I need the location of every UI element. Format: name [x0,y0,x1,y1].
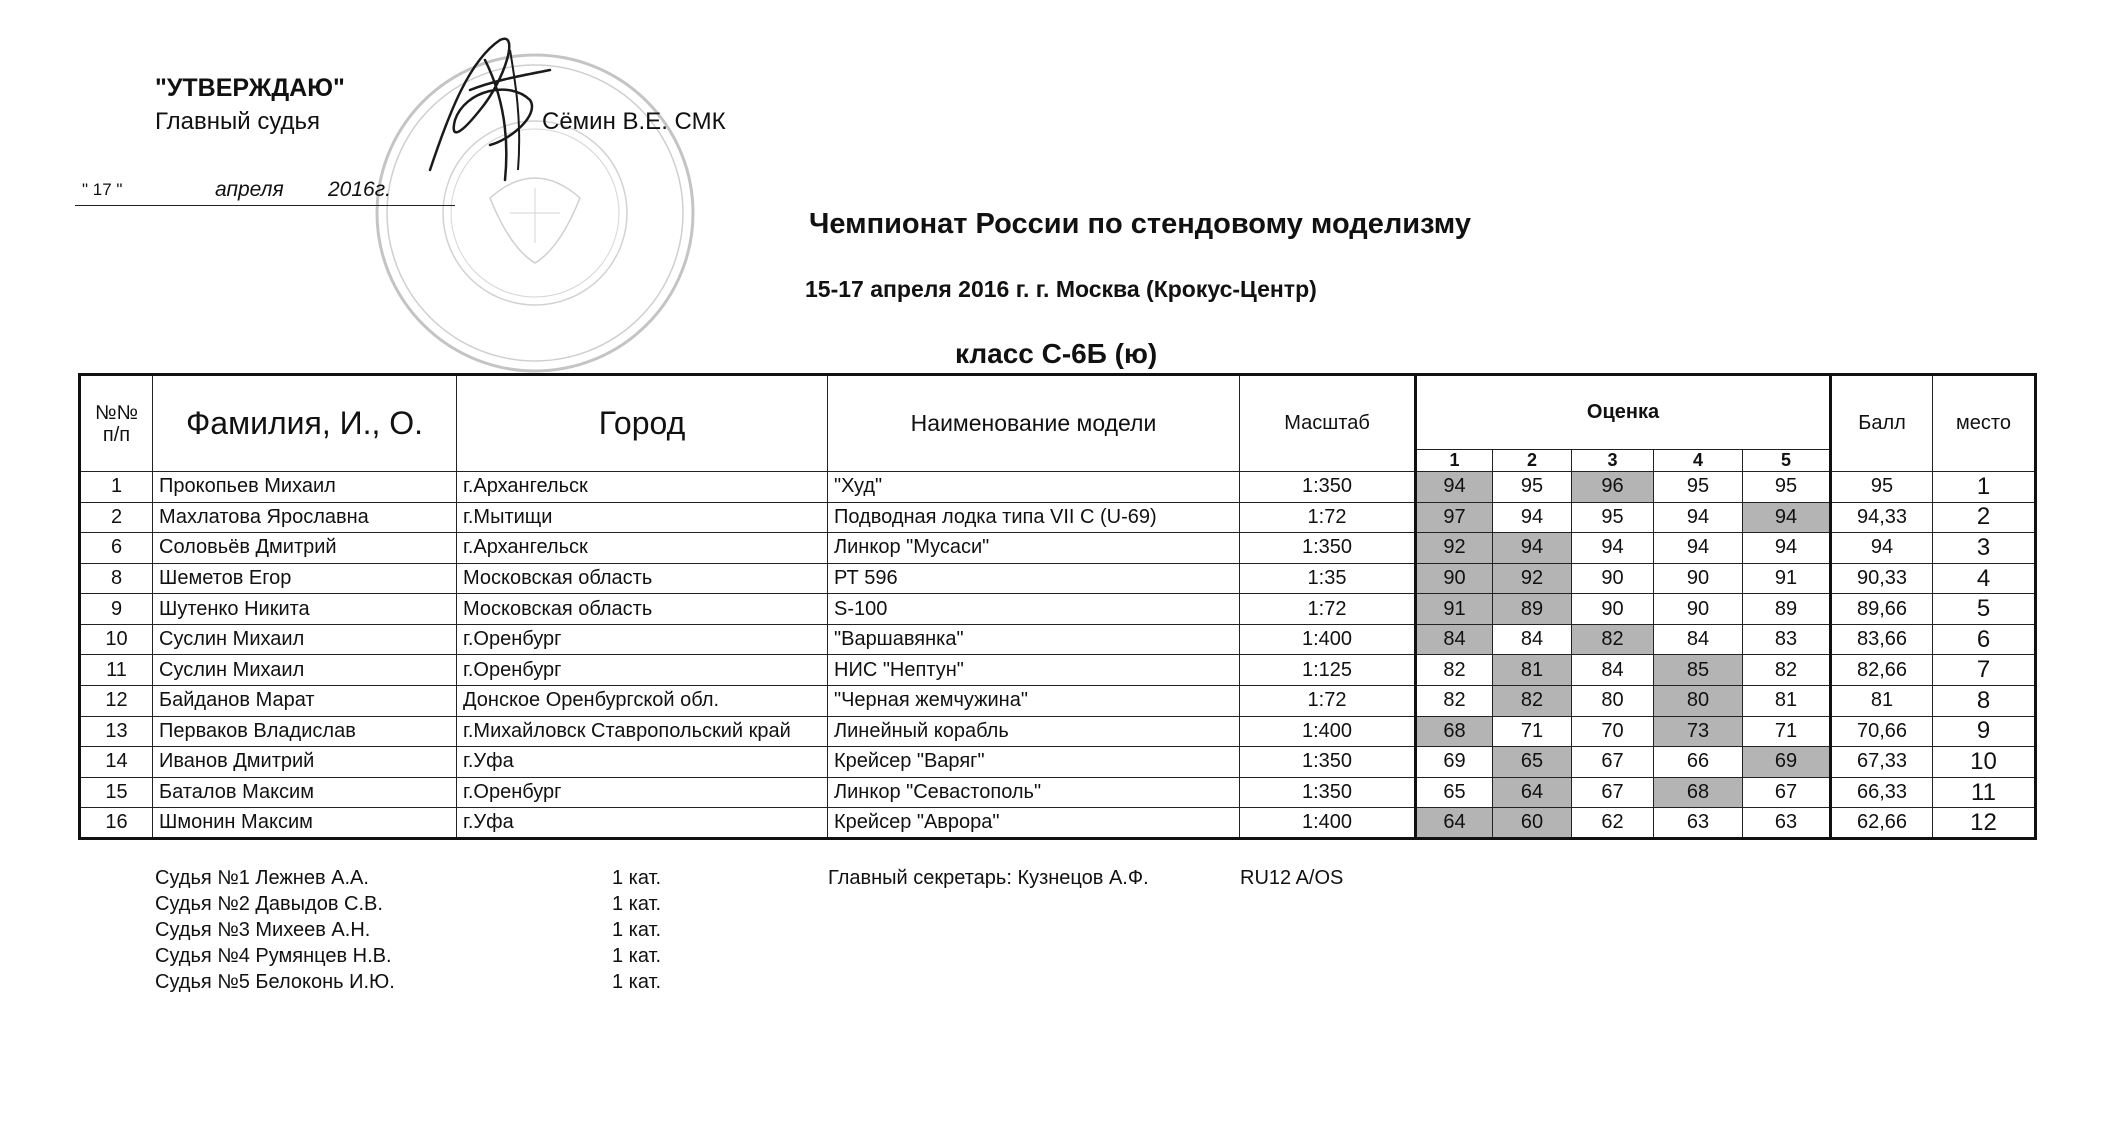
row-score-4: 94 [1654,502,1743,533]
category-code: RU12 A/OS [1240,867,1344,889]
row-points: 62,66 [1831,808,1933,839]
document-title: Чемпионат России по стендовому моделизму [809,208,1471,240]
judge-name: Судья №1 Лежнев А.А. [155,867,369,889]
row-score-2: 94 [1493,533,1572,564]
row-name: Иванов Дмитрий [153,747,457,778]
row-name: Перваков Владислав [153,716,457,747]
row-score-4: 66 [1654,747,1743,778]
header-score-3: 3 [1572,450,1654,472]
row-place: 6 [1933,624,2036,655]
row-name: Соловьёв Дмитрий [153,533,457,564]
table-row [80,777,2036,808]
table-row [80,808,2036,839]
row-points: 94 [1831,533,1933,564]
row-model: "Варшавянка" [828,624,1240,655]
row-score-5: 81 [1743,686,1831,717]
row-points: 90,33 [1831,563,1933,594]
row-city: г.Мытищи [457,502,828,533]
row-score-5: 83 [1743,624,1831,655]
row-score-2: 60 [1493,808,1572,839]
row-num: 15 [80,777,153,808]
row-place: 1 [1933,472,2036,503]
row-model: Линкор "Мусаси" [828,533,1240,564]
row-scale: 1:350 [1240,533,1416,564]
judge-category: 1 кат. [612,867,662,889]
row-scale: 1:400 [1240,808,1416,839]
row-place: 8 [1933,686,2036,717]
row-city: г.Михайловск Ставропольский край [457,716,828,747]
row-score-3: 67 [1572,747,1654,778]
row-score-5: 95 [1743,472,1831,503]
row-model: Линейный корабль [828,716,1240,747]
judge-category: 1 кат. [612,945,662,967]
row-num: 9 [80,594,153,625]
row-city: г.Оренбург [457,655,828,686]
row-model: Подводная лодка типа VII C (U-69) [828,502,1240,533]
chief-judge-name: Сёмин В.Е. СМК [542,108,726,135]
row-model: S-100 [828,594,1240,625]
header-score-4: 4 [1654,450,1743,472]
judge-name: Судья №2 Давыдов С.В. [155,893,383,915]
row-model: Линкор "Севастополь" [828,777,1240,808]
row-model: "Худ" [828,472,1240,503]
row-num: 6 [80,533,153,564]
row-score-4: 94 [1654,533,1743,564]
row-scale: 1:350 [1240,777,1416,808]
row-city: Донское Оренбургской обл. [457,686,828,717]
row-city: г.Архангельск [457,472,828,503]
chief-judge-label: Главный судья [155,108,321,135]
row-score-1: 97 [1416,502,1493,533]
row-score-3: 70 [1572,716,1654,747]
row-score-3: 95 [1572,502,1654,533]
row-score-2: 84 [1493,624,1572,655]
header-score-5: 5 [1743,450,1831,472]
row-points: 83,66 [1831,624,1933,655]
row-score-1: 82 [1416,686,1493,717]
table-row [80,624,2036,655]
row-place: 10 [1933,747,2036,778]
row-place: 3 [1933,533,2036,564]
document-subtitle: 15-17 апреля 2016 г. г. Москва (Крокус-Центр) [805,276,1317,302]
row-city: г.Оренбург [457,624,828,655]
row-score-4: 68 [1654,777,1743,808]
row-name: Шеметов Егор [153,563,457,594]
row-score-5: 91 [1743,563,1831,594]
row-score-3: 94 [1572,533,1654,564]
row-num: 13 [80,716,153,747]
header-city: Город [457,375,828,472]
header-points: Балл [1831,375,1933,472]
row-score-4: 73 [1654,716,1743,747]
approval-date-year: 2016г. [328,178,391,201]
row-model: Крейсер "Аврора" [828,808,1240,839]
row-score-5: 69 [1743,747,1831,778]
row-score-1: 69 [1416,747,1493,778]
header-model: Наименование модели [828,375,1240,472]
row-score-1: 94 [1416,472,1493,503]
row-score-1: 65 [1416,777,1493,808]
row-score-5: 82 [1743,655,1831,686]
row-score-4: 80 [1654,686,1743,717]
row-scale: 1:72 [1240,502,1416,533]
header-score-2: 2 [1493,450,1572,472]
row-scale: 1:72 [1240,594,1416,625]
row-points: 82,66 [1831,655,1933,686]
row-name: Суслин Михаил [153,655,457,686]
header-scale: Масштаб [1240,375,1416,472]
row-num: 16 [80,808,153,839]
row-score-4: 63 [1654,808,1743,839]
class-label: класс С-6Б (ю) [955,338,1158,369]
row-points: 94,33 [1831,502,1933,533]
row-score-2: 81 [1493,655,1572,686]
row-city: г.Уфа [457,747,828,778]
row-name: Шмонин Максим [153,808,457,839]
row-model: "Черная жемчужина" [828,686,1240,717]
row-model: РТ 596 [828,563,1240,594]
row-points: 95 [1831,472,1933,503]
row-city: Московская область [457,594,828,625]
table-row [80,563,2036,594]
row-points: 70,66 [1831,716,1933,747]
row-num: 10 [80,624,153,655]
row-place: 4 [1933,563,2036,594]
signature-image [410,20,560,190]
row-place: 2 [1933,502,2036,533]
chief-secretary: Главный секретарь: Кузнецов А.Ф. [828,867,1149,889]
row-num: 1 [80,472,153,503]
approval-date-month: апреля [215,178,284,201]
row-score-1: 92 [1416,533,1493,564]
row-name: Суслин Михаил [153,624,457,655]
judge-name: Судья №4 Румянцев Н.В. [155,945,392,967]
row-score-5: 89 [1743,594,1831,625]
row-points: 89,66 [1831,594,1933,625]
row-score-4: 90 [1654,594,1743,625]
row-num: 11 [80,655,153,686]
header-score-1: 1 [1416,450,1493,472]
row-score-5: 94 [1743,533,1831,564]
row-score-4: 84 [1654,624,1743,655]
row-score-4: 95 [1654,472,1743,503]
judge-category: 1 кат. [612,971,662,993]
row-score-3: 80 [1572,686,1654,717]
table-row [80,655,2036,686]
table-row [80,594,2036,625]
approval-title: "УТВЕРЖДАЮ" [155,74,345,102]
row-place: 12 [1933,808,2036,839]
header-name: Фамилия, И., О. [153,375,457,472]
row-score-2: 64 [1493,777,1572,808]
row-num: 2 [80,502,153,533]
row-place: 9 [1933,716,2036,747]
row-place: 5 [1933,594,2036,625]
row-model: НИС "Нептун" [828,655,1240,686]
row-score-1: 68 [1416,716,1493,747]
row-score-5: 71 [1743,716,1831,747]
row-city: г.Архангельск [457,533,828,564]
header-score: Оценка [1416,375,1831,450]
row-score-2: 82 [1493,686,1572,717]
row-score-3: 90 [1572,594,1654,625]
row-name: Махлатова Ярославна [153,502,457,533]
row-score-5: 67 [1743,777,1831,808]
row-score-3: 82 [1572,624,1654,655]
row-model: Крейсер "Варяг" [828,747,1240,778]
row-score-5: 63 [1743,808,1831,839]
table-row [80,716,2036,747]
row-score-2: 89 [1493,594,1572,625]
row-score-3: 67 [1572,777,1654,808]
row-score-4: 90 [1654,563,1743,594]
header-num: №№ п/п [80,375,153,472]
row-score-2: 95 [1493,472,1572,503]
judge-name: Судья №3 Михеев А.Н. [155,919,371,941]
judge-category: 1 кат. [612,893,662,915]
table-row [80,502,2036,533]
row-score-1: 91 [1416,594,1493,625]
row-city: г.Уфа [457,808,828,839]
row-score-1: 82 [1416,655,1493,686]
row-score-3: 62 [1572,808,1654,839]
row-score-5: 94 [1743,502,1831,533]
row-score-3: 96 [1572,472,1654,503]
row-score-4: 85 [1654,655,1743,686]
row-score-2: 94 [1493,502,1572,533]
row-num: 12 [80,686,153,717]
row-place: 7 [1933,655,2036,686]
row-points: 81 [1831,686,1933,717]
date-underline [75,205,455,206]
row-scale: 1:350 [1240,747,1416,778]
header-place: место [1933,375,2036,472]
row-place: 11 [1933,777,2036,808]
row-points: 66,33 [1831,777,1933,808]
row-scale: 1:35 [1240,563,1416,594]
row-points: 67,33 [1831,747,1933,778]
table-row [80,472,2036,503]
row-num: 14 [80,747,153,778]
row-score-1: 84 [1416,624,1493,655]
table-row [80,533,2036,564]
row-num: 8 [80,563,153,594]
row-city: г.Оренбург [457,777,828,808]
row-name: Баталов Максим [153,777,457,808]
row-scale: 1:72 [1240,686,1416,717]
row-name: Байданов Марат [153,686,457,717]
table-row [80,747,2036,778]
row-score-2: 92 [1493,563,1572,594]
row-name: Прокопьев Михаил [153,472,457,503]
row-scale: 1:400 [1240,624,1416,655]
results-table [78,373,2037,840]
table-row [80,686,2036,717]
row-score-1: 64 [1416,808,1493,839]
row-scale: 1:350 [1240,472,1416,503]
row-score-3: 90 [1572,563,1654,594]
judge-category: 1 кат. [612,919,662,941]
row-name: Шутенко Никита [153,594,457,625]
row-score-1: 90 [1416,563,1493,594]
row-score-2: 65 [1493,747,1572,778]
row-city: Московская область [457,563,828,594]
approval-date-day: " 17 " [82,180,123,199]
judge-name: Судья №5 Белоконь И.Ю. [155,971,395,993]
row-score-3: 84 [1572,655,1654,686]
row-score-2: 71 [1493,716,1572,747]
row-scale: 1:400 [1240,716,1416,747]
row-scale: 1:125 [1240,655,1416,686]
